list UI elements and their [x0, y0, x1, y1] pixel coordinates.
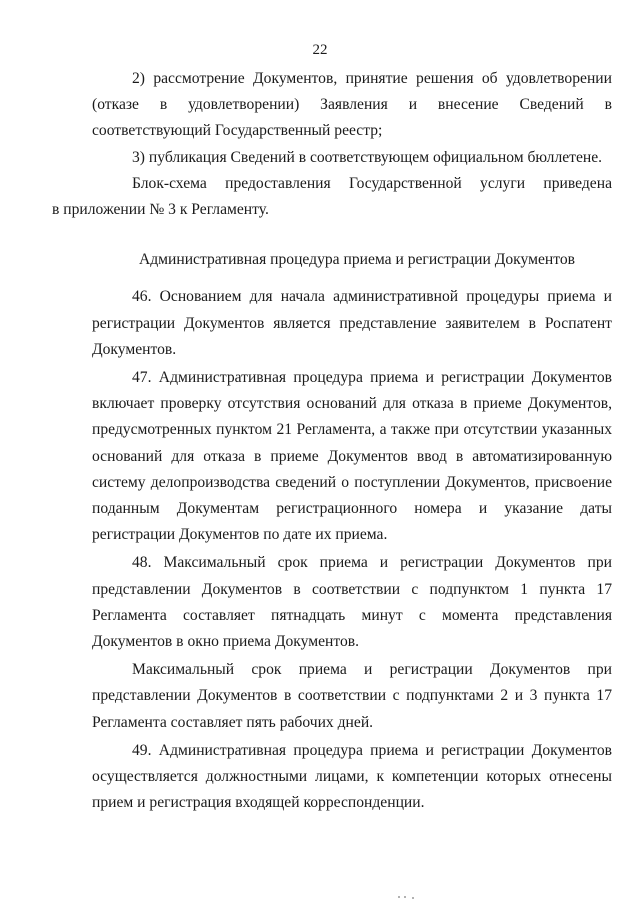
page-number: 22: [312, 42, 328, 58]
page-body: [52, 66, 612, 816]
block-schema-line-2: в приложении № 3 к Регламенту.: [52, 201, 269, 219]
paragraph-47: 47. Административная процедура приема и регистрации Документов включает проверку отсутствия оснований для отказа в приеме Документов, предусмотренных пунктом 21 Регламента, а также при отсутствии указанных оснований для отказа в приеме Документов ввод в автоматизированную систему делопроизводства сведений о поступлении Документов, присвоение поданным Документам регистрационного номера и указание даты регистрации Документов по дате их приема.: [92, 369, 612, 544]
paragraph-review-documents: 2) рассмотрение Документов, принятие решения об удовлетворении (отказе в удовлетворении) Заявления и внесение Сведений в соответствующий Государственный реестр;: [92, 70, 612, 140]
paragraph-48-continued: Максимальный срок приема и регистрации Документов при представлении Документов в соответствии с подпунктами 2 и 3 пункта 17 Регламента составляет пять рабочих дней.: [92, 661, 612, 731]
paragraph-49: 49. Административная процедура приема и регистрации Документов осуществляется должностными лицами, к компетенции которых отнесены прием и регистрация входящей корреспонденции.: [92, 741, 612, 812]
section-heading: Административная процедура приема и регистрации Документов: [138, 251, 576, 269]
paragraph-46: 46. Основанием для начала административной процедуры приема и регистрации Документов является представление заявителем в Роспатент Документов.: [92, 288, 612, 358]
paragraph-block-schema: [52, 171, 612, 223]
block-schema-line-1: Блок-схема предоставления Государственной услуги приведена: [132, 174, 612, 192]
scan-speck: [398, 896, 400, 898]
scan-speck: [404, 896, 406, 898]
paragraph-publication: 3) публикация Сведений в соответствующем официальном бюллетене.: [132, 148, 603, 166]
paragraph-48: 48. Максимальный срок приема и регистрации Документов при представлении Документов в соответствии с подпунктом 1 пункта 17 Регламента составляет пятнадцать минут с момента представления Документов в окно приема Документов.: [92, 554, 612, 651]
scan-speck: [412, 897, 414, 899]
